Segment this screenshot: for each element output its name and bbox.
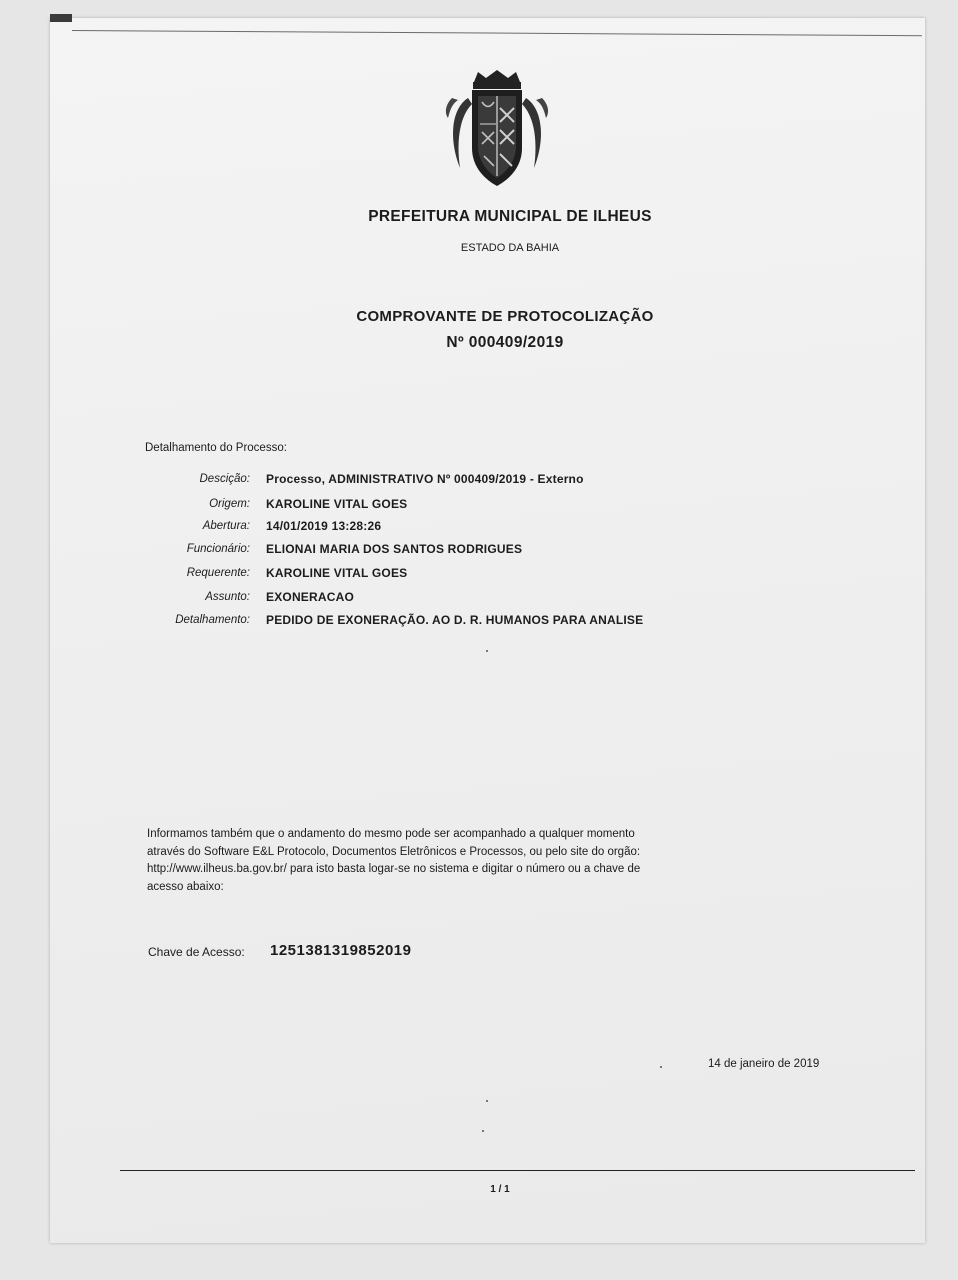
state-subtitle: ESTADO DA BAHIA	[460, 242, 560, 254]
detail-label: Origem:	[209, 498, 250, 510]
detail-value: EXONERACAO	[266, 590, 355, 604]
detail-row-requester	[120, 565, 760, 585]
detail-value: Processo, ADMINISTRATIVO Nº 000409/2019 - Externo	[266, 472, 584, 486]
detail-label: Detalhamento:	[175, 614, 250, 626]
info-line: http://www.ilheus.ba.gov.br/ para isto basta logar-se no sistema e digitar o número ou a chave de	[147, 863, 641, 875]
document-title: COMPROVANTE DE PROTOCOLIZAÇÃO	[356, 308, 654, 325]
detail-label: Abertura:	[202, 520, 250, 532]
detail-row-detailing	[120, 612, 760, 632]
detail-label: Assunto:	[205, 591, 250, 603]
municipal-coat-of-arms-icon	[438, 68, 556, 193]
detail-row-subject	[120, 589, 760, 609]
paper-speck	[486, 1100, 488, 1102]
detail-label: Descição:	[199, 473, 250, 485]
municipality-title: PREFEITURA MUNICIPAL DE ILHEUS	[368, 208, 652, 225]
footer-divider	[120, 1170, 915, 1171]
info-line: Informamos também que o andamento do mesmo pode ser acompanhado a qualquer momento	[147, 828, 635, 840]
detail-label: Funcionário:	[186, 543, 250, 555]
paper-speck	[486, 650, 488, 652]
detail-label: Requerente:	[186, 567, 250, 579]
detail-value: KAROLINE VITAL GOES	[266, 497, 408, 511]
detail-value: ELIONAI MARIA DOS SANTOS RODRIGUES	[266, 542, 523, 556]
info-line: acesso abaixo:	[147, 880, 224, 893]
protocol-number: Nº 000409/2019	[446, 334, 564, 351]
detail-row-origin	[120, 496, 760, 516]
access-key-label: Chave de Acesso:	[148, 945, 245, 959]
details-section-label: Detalhamento do Processo:	[145, 442, 287, 454]
issue-date: 14 de janeiro de 2019	[708, 1058, 820, 1070]
paper-speck	[660, 1066, 662, 1068]
detail-row-employee	[120, 541, 760, 561]
detail-value: 14/01/2019 13:28:26	[266, 519, 382, 533]
detail-value: PEDIDO DE EXONERAÇÃO. AO D. R. HUMANOS PARA ANALISE	[266, 613, 644, 627]
detail-row-opening	[120, 518, 760, 538]
staple-mark	[50, 14, 72, 22]
detail-value: KAROLINE VITAL GOES	[266, 566, 408, 580]
info-line: através do Software E&L Protocolo, Documentos Eletrônicos e Processos, ou pelo site do orgão:	[147, 845, 641, 858]
detail-row-description	[120, 471, 760, 491]
info-paragraph	[147, 826, 787, 896]
page-number: 1 / 1	[490, 1184, 510, 1195]
access-key-value: 1251381319852019	[270, 942, 412, 959]
paper-speck	[482, 1130, 484, 1132]
